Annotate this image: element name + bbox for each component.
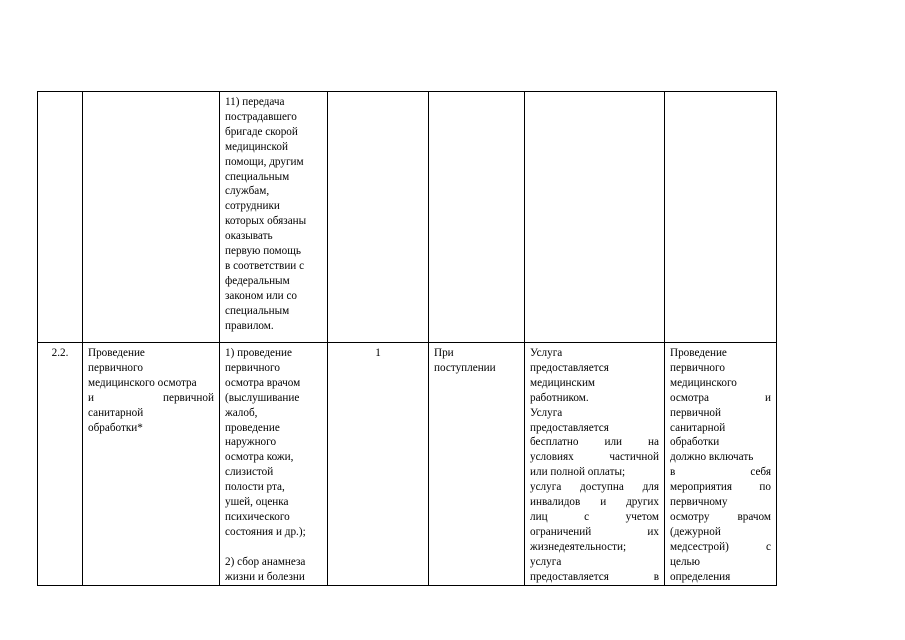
cell-service-content [220,343,328,586]
text-line: специальным [225,170,290,183]
text-line: бесплатно или на [530,436,659,449]
text-line: целью [670,555,700,568]
text-line: в соответствии с [225,259,305,272]
text-line: первичного [225,361,280,374]
cell-quantity [328,343,429,586]
text-line: поступлении [434,361,496,374]
text-line: медицинской [225,140,288,153]
text-line: первую помощь [225,245,301,258]
text-line: в себя [670,466,771,479]
text-line: медицинского [670,376,737,389]
text-line: первичному [670,496,728,509]
text-line: 11) передача [225,96,285,108]
text-line: условиях частичной [530,451,659,464]
text-line: осмотра кожи, [225,451,294,464]
cell-number [38,92,83,343]
text-line: При [434,347,454,359]
text-line: обработки* [88,421,143,434]
text-line: 2) сбор анамнеза [225,555,306,568]
text-line: и первичной [88,391,214,404]
cell-number [38,343,83,586]
text-line: первичного [88,361,143,374]
cell-service-content [220,92,328,343]
cell-timing [429,343,525,586]
text-line: мероприятия по [670,481,771,494]
table-row [38,92,777,343]
text-line: осмотра врачом [225,376,301,389]
cell-quality-note [665,343,777,586]
text-line: законом или со [225,289,298,302]
text-line: предоставляется в [530,570,659,583]
text-line: жизни и болезни [225,570,305,583]
cell-quality-note [665,92,777,343]
text-line: специальным [225,304,290,317]
row-number: 2.2. [51,347,69,359]
cell-service-name [83,343,220,586]
text-line: психического [225,510,290,523]
text-line: слизистой [225,466,274,479]
text-line: Услуга [530,347,563,359]
text-line: 1) проведение [225,347,292,359]
text-line: которых обязаны [225,215,307,228]
text-line: услуга [530,555,562,568]
text-line: первичного [670,361,725,374]
text-line: жизнедеятельности; [530,540,627,553]
text-line: Проведение [670,347,727,359]
text-line: службам, [225,185,270,198]
text-line: жалоб, [225,406,258,419]
text-line: правилом. [225,319,274,332]
cell-timing [429,92,525,343]
text-line: ограничений их [530,525,659,538]
text-line: (выслушивание [225,391,300,404]
cell-conditions [525,343,665,586]
text-line: осмотру врачом [670,510,771,523]
text-line: наружного [225,436,277,449]
quantity-value: 1 [375,347,381,359]
text-line: или полной оплаты; [530,466,626,479]
text-line: бригаде скорой [225,125,298,138]
text-line: предоставляется [530,361,609,374]
text-line: инвалидов и других [530,496,659,509]
text-line: лиц с учетом [530,510,659,523]
text-line: проведение [225,421,280,434]
text-line: медицинским [530,376,596,389]
table-row [38,343,777,586]
text-line: Проведение [88,347,145,359]
text-line: предоставляется [530,421,609,434]
text-line: обработки [670,436,720,449]
text-line: осмотра и [670,391,771,404]
services-table [37,91,777,586]
text-line: ушей, оценка [225,496,289,509]
text-line: должно включать [670,451,754,464]
text-line: медсестрой) с [670,540,771,553]
text-line: пострадавшего [225,110,297,123]
text-line: (дежурной [670,525,721,538]
text-line: Услуга [530,406,563,419]
text-line: сотрудники [225,200,280,213]
cell-service-name [83,92,220,343]
text-line: работником. [530,391,589,404]
text-line: помощи, другим [225,155,304,168]
text-line: оказывать [225,230,273,243]
cell-quantity [328,92,429,343]
text-line: санитарной [88,406,144,419]
spacer [225,540,322,555]
text-line: федеральным [225,274,290,287]
text-line: определения [670,570,731,583]
cell-conditions [525,92,665,343]
text-line: полости рта, [225,481,285,494]
text-line: санитарной [670,421,726,434]
text-line: медицинского осмотра [88,376,197,389]
text-line: состояния и др.); [225,525,306,538]
text-line: услуга доступна для [530,481,659,494]
text-line: первичной [670,406,722,419]
